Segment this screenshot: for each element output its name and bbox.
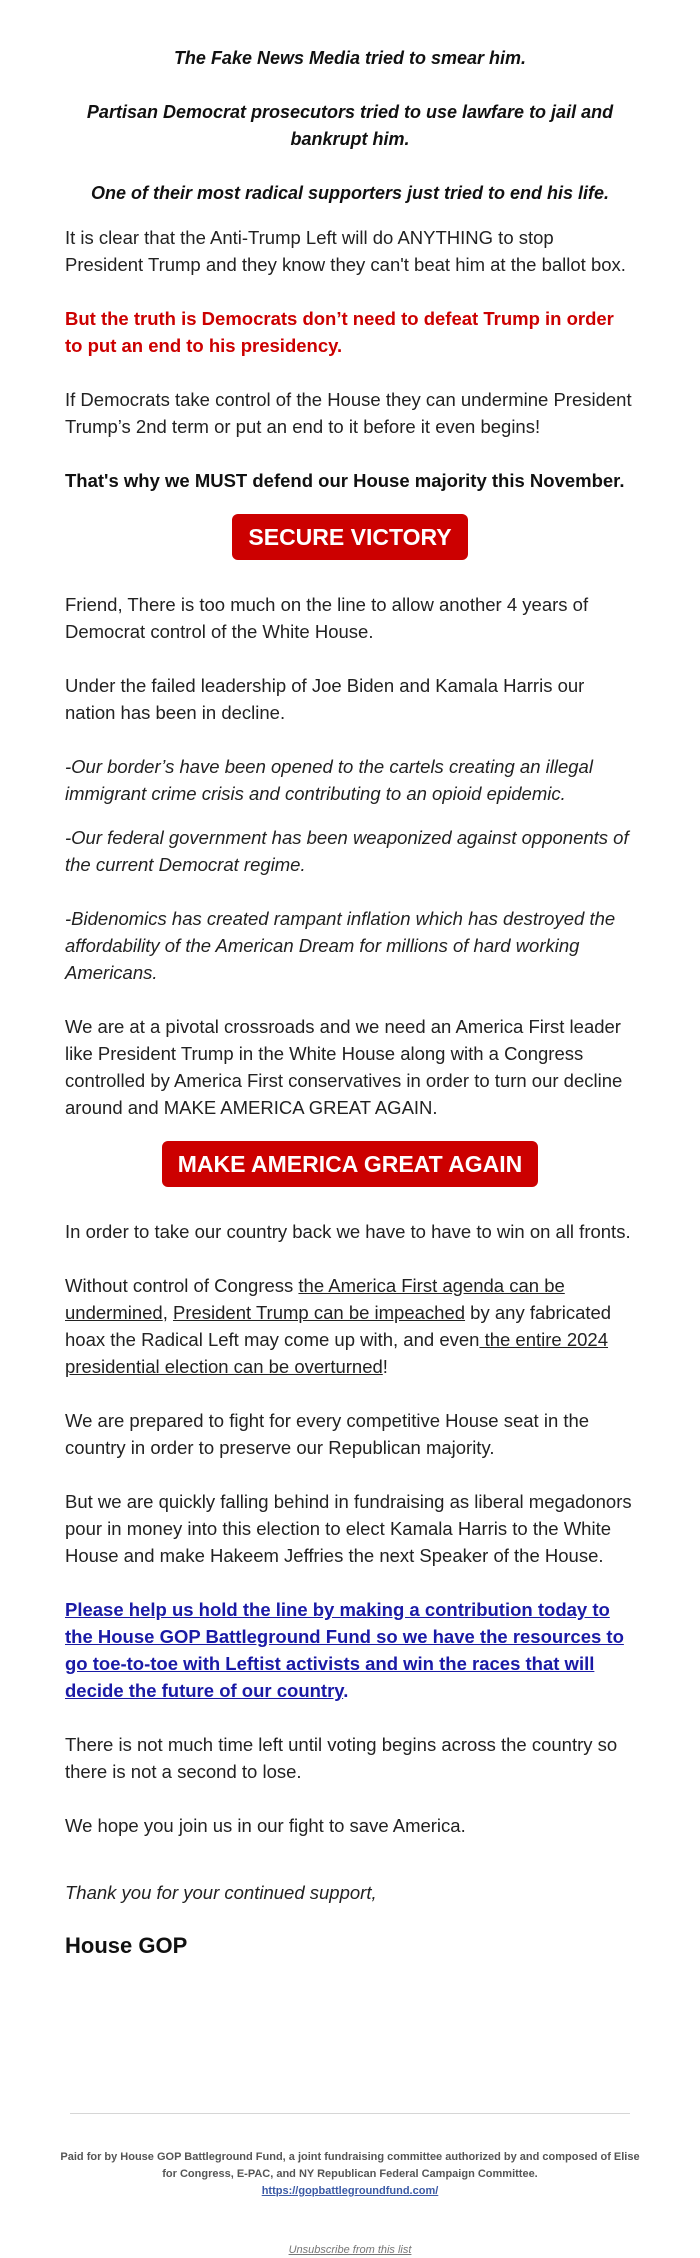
cta-period: . — [343, 1680, 349, 1701]
footer-url-link[interactable]: https://gopbattlegroundfund.com/ — [261, 2185, 439, 2197]
secure-victory-button[interactable]: SECURE VICTORY — [232, 514, 467, 560]
unsubscribe-row — [60, 2240, 640, 2258]
paragraph-anti-trump-left: It is clear that the Anti-Trump Left will do ANYTHING to stop President Trump and they know they can't beat him at the ballot box. — [65, 227, 626, 275]
footer-divider — [70, 2113, 630, 2114]
paragraph-defend-majority: That's why we MUST defend our House majority this November. — [65, 470, 625, 491]
lead-line-2: Partisan Democrat prosecutors tried to use lawfare to jail and bankrupt him. — [86, 102, 614, 149]
without-congress-text-c: by any fabricated hoax the Radical Left may come up with, and even — [65, 1302, 612, 1350]
paragraph-time-left: There is not much time left until voting begins across the country so there is not a second to lose. — [65, 1734, 618, 1782]
paragraph-red-warning: But the truth is Democrats don’t need to defeat Trump in order to put an end to his presidency. — [65, 308, 614, 356]
maga-row — [65, 1141, 635, 1187]
footer-url-line — [60, 2183, 640, 2200]
signature: House GOP — [65, 1933, 188, 1958]
link-agenda-undermined[interactable]: the America First agenda can be undermined — [65, 1275, 565, 1323]
paragraph-all-fronts: In order to take our country back we have to have to win on all fronts. — [65, 1221, 631, 1242]
without-congress-text-a: Without control of Congress — [65, 1275, 299, 1296]
bullet-weaponized: -Our federal government has been weaponized against opponents of the current Democrat regime. — [65, 827, 629, 875]
email-body — [65, 0, 635, 1959]
bullet-border: -Our border’s have been opened to the cartels creating an illegal immigrant crime crisis and contributing to an opioid epidemic. — [65, 756, 593, 804]
paragraph-without-congress — [65, 1272, 635, 1380]
closing-line: Thank you for your continued support, — [65, 1882, 377, 1903]
paragraph-join-us: We hope you join us in our fight to save America. — [65, 1815, 466, 1836]
link-election-overturned[interactable]: the entire 2024 presidential election can be overturned — [65, 1329, 609, 1377]
paid-for-disclaimer: Paid for by House GOP Battleground Fund, a joint fundraising committee authorized by and composed of Elise for Congress, E-PAC, and NY Republican Federal Campaign Committee. — [60, 2151, 640, 2180]
paragraph-friend: Friend, There is too much on the line to allow another 4 years of Democrat control of the White House. — [65, 594, 589, 642]
secure-victory-row — [65, 514, 635, 560]
paragraph-crossroads: We are at a pivotal crossroads and we need an America First leader like President Trump in the White House along with a Congress controlled by America First conservatives in order to turn our decline around and MAKE AMERICA GREAT AGAIN. — [65, 1016, 623, 1118]
contribution-link[interactable]: Please help us hold the line by making a contribution today to the House GOP Battleground Fund so we have the resources to go toe-to-toe with Leftist activists and win the races that will decide the future of our country — [65, 1599, 624, 1701]
paragraph-competitive-seats: We are prepared to fight for every competitive House seat in the country in order to preserve our Republican majority. — [65, 1410, 590, 1458]
bullet-bidenomics: -Bidenomics has created rampant inflation which has destroyed the affordability of the American Dream for millions of hard working Americans. — [65, 908, 616, 983]
without-congress-text-d: ! — [382, 1356, 388, 1377]
lead-line-1: The Fake News Media tried to smear him. — [173, 48, 527, 68]
link-trump-impeached[interactable]: President Trump can be impeached — [172, 1302, 466, 1323]
maga-button[interactable]: MAKE AMERICA GREAT AGAIN — [162, 1141, 539, 1187]
paragraph-house-control: If Democrats take control of the House they can undermine President Trump’s 2nd term or put an end to it before it even begins! — [65, 389, 632, 437]
unsubscribe-link[interactable]: Unsubscribe from this list — [288, 2244, 412, 2256]
paragraph-failed-leadership: Under the failed leadership of Joe Biden and Kamala Harris our nation has been in decline. — [65, 675, 585, 723]
footer — [60, 2110, 640, 2258]
lead-line-3: One of their most radical supporters just tried to end his life. — [90, 183, 610, 203]
paragraph-fundraising: But we are quickly falling behind in fundraising as liberal megadonors pour in money into this election to elect Kamala Harris to the White House and make Hakeem Jeffries the next Speaker of the House. — [65, 1491, 632, 1566]
without-congress-text-b: , — [162, 1302, 173, 1323]
paragraph-cta — [65, 1596, 635, 1704]
